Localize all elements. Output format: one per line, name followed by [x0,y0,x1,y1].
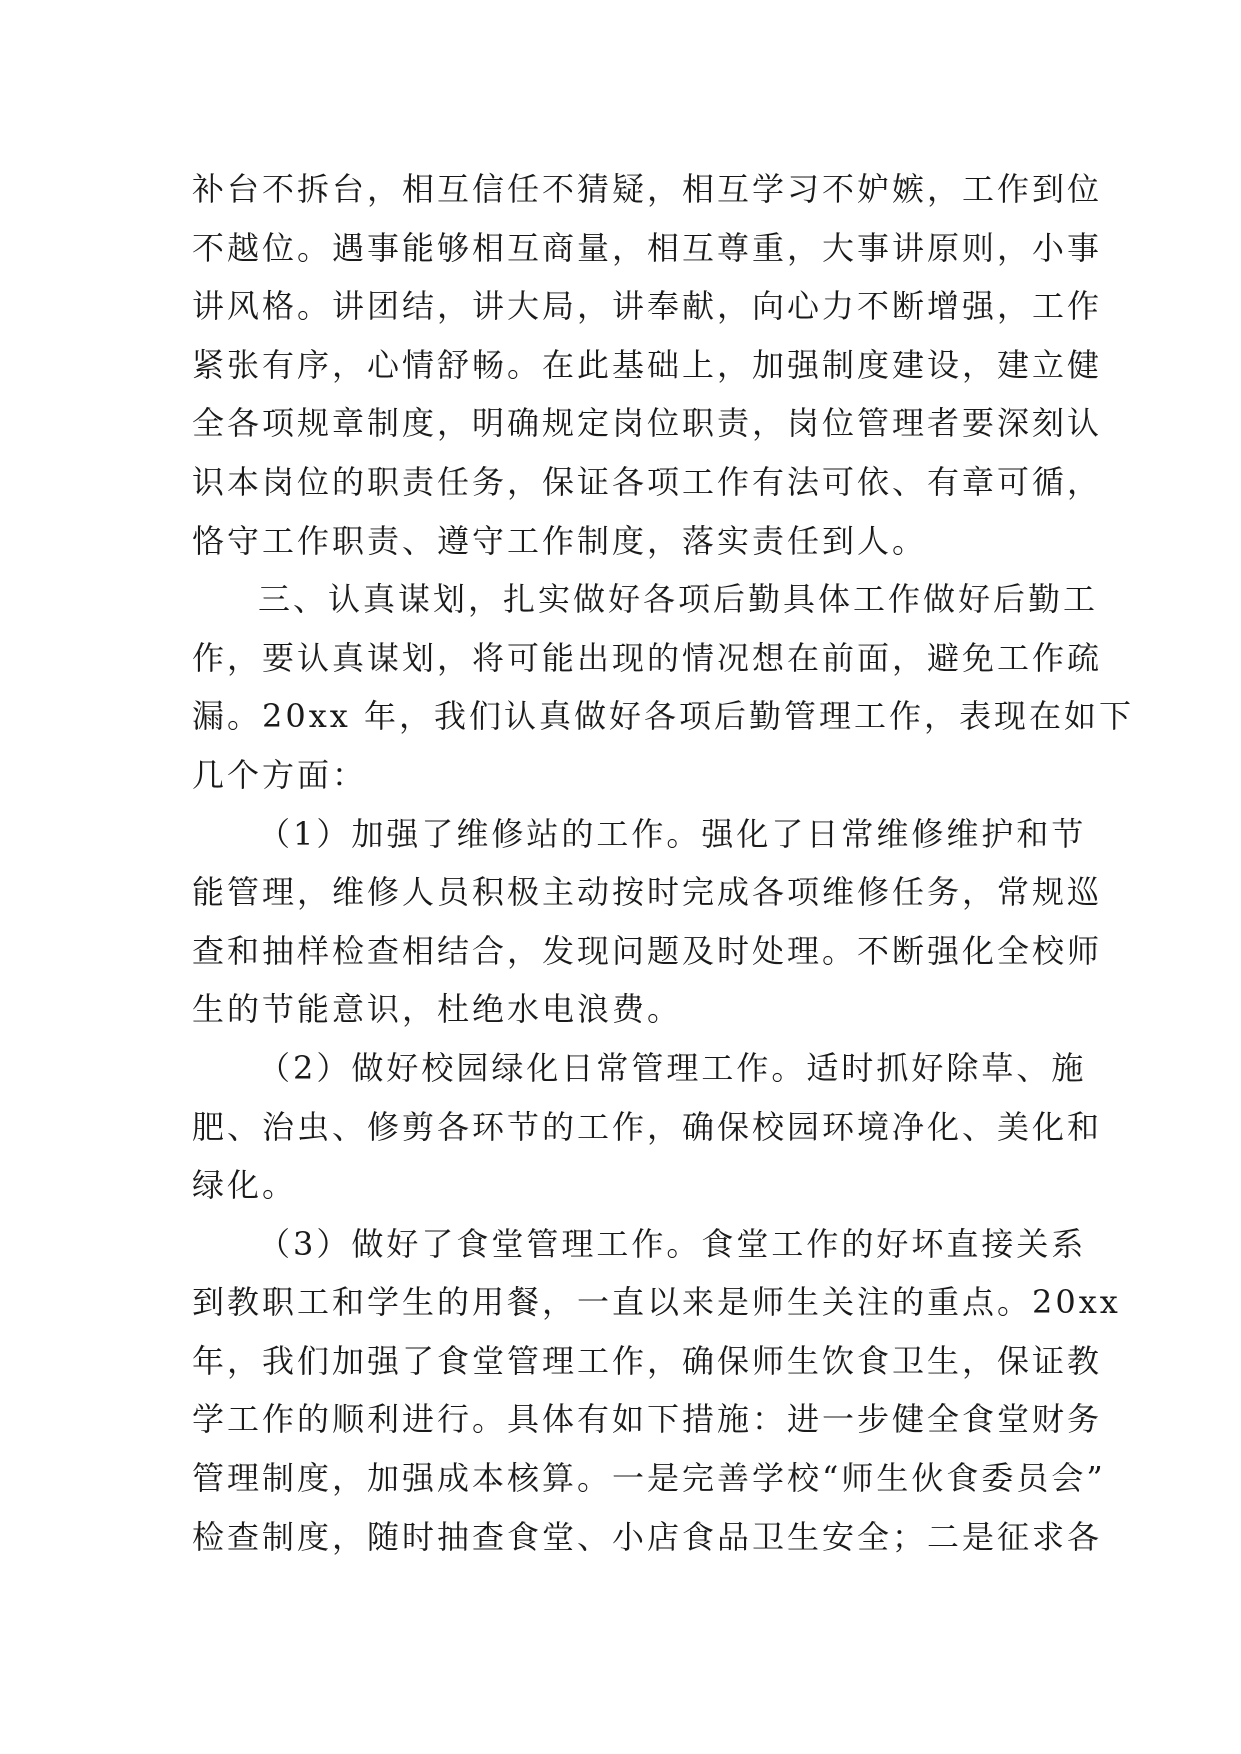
text-line: 讲风格。讲团结，讲大局，讲奉献，向心力不断增强，工作 [192,287,1103,326]
text-line: 肥、治虫、修剪各环节的工作，确保校园环境净化、美化和 [192,1107,1103,1146]
text-line: 紧张有序，心情舒畅。在此基础上，加强制度建设，建立健 [192,345,1103,384]
text-line: 漏。20xx 年，我们认真做好各项后勤管理工作，表现在如下 [192,697,1134,736]
text-line: 检查制度，随时抽查食堂、小店食品卫生安全；二是征求各 [192,1517,1103,1556]
text-line: 补台不拆台，相互信任不猜疑，相互学习不妒嫉，工作到位 [192,170,1103,208]
text-line: 识本岗位的职责任务，保证各项工作有法可依、有章可循， [192,462,1103,501]
section-heading-line: 三、认真谋划，扎实做好各项后勤具体工作做好后勤工 [258,580,1099,619]
text-line: 恪守工作职责、遵守工作制度，落实责任到人。 [192,521,928,560]
text-line: 不越位。遇事能够相互商量，相互尊重，大事讲原则，小事 [192,228,1103,267]
text-line: 能管理，维修人员积极主动按时完成各项维修任务，常规巡 [192,873,1103,912]
document-body [192,160,1134,1566]
list-item-line: （1）加强了维修站的工作。强化了日常维修维护和节 [258,814,1087,853]
text-line: 年，我们加强了食堂管理工作，确保师生饮食卫生，保证教 [192,1341,1103,1380]
text-line: 到教职工和学生的用餐，一直以来是师生关注的重点。20xx [192,1283,1121,1322]
text-line: 全各项规章制度，明确规定岗位职责，岗位管理者要深刻认 [192,404,1103,443]
list-item-line: （2）做好校园绿化日常管理工作。适时抓好除草、施 [258,1048,1087,1087]
text-line: 查和抽样检查相结合，发现问题及时处理。不断强化全校师 [192,931,1103,970]
text-line: 生的节能意识，杜绝水电浪费。 [192,990,683,1029]
text-line: 管理制度，加强成本核算。一是完善学校“师生伙食委员会” [192,1459,1106,1498]
text-line: 几个方面： [192,755,368,794]
list-item-line: （3）做好了食堂管理工作。食堂工作的好坏直接关系 [258,1224,1087,1263]
text-line: 学工作的顺利进行。具体有如下措施：进一步健全食堂财务 [192,1400,1103,1439]
text-line: 绿化。 [192,1166,298,1205]
text-line: 作，要认真谋划，将可能出现的情况想在前面，避免工作疏 [192,638,1103,677]
